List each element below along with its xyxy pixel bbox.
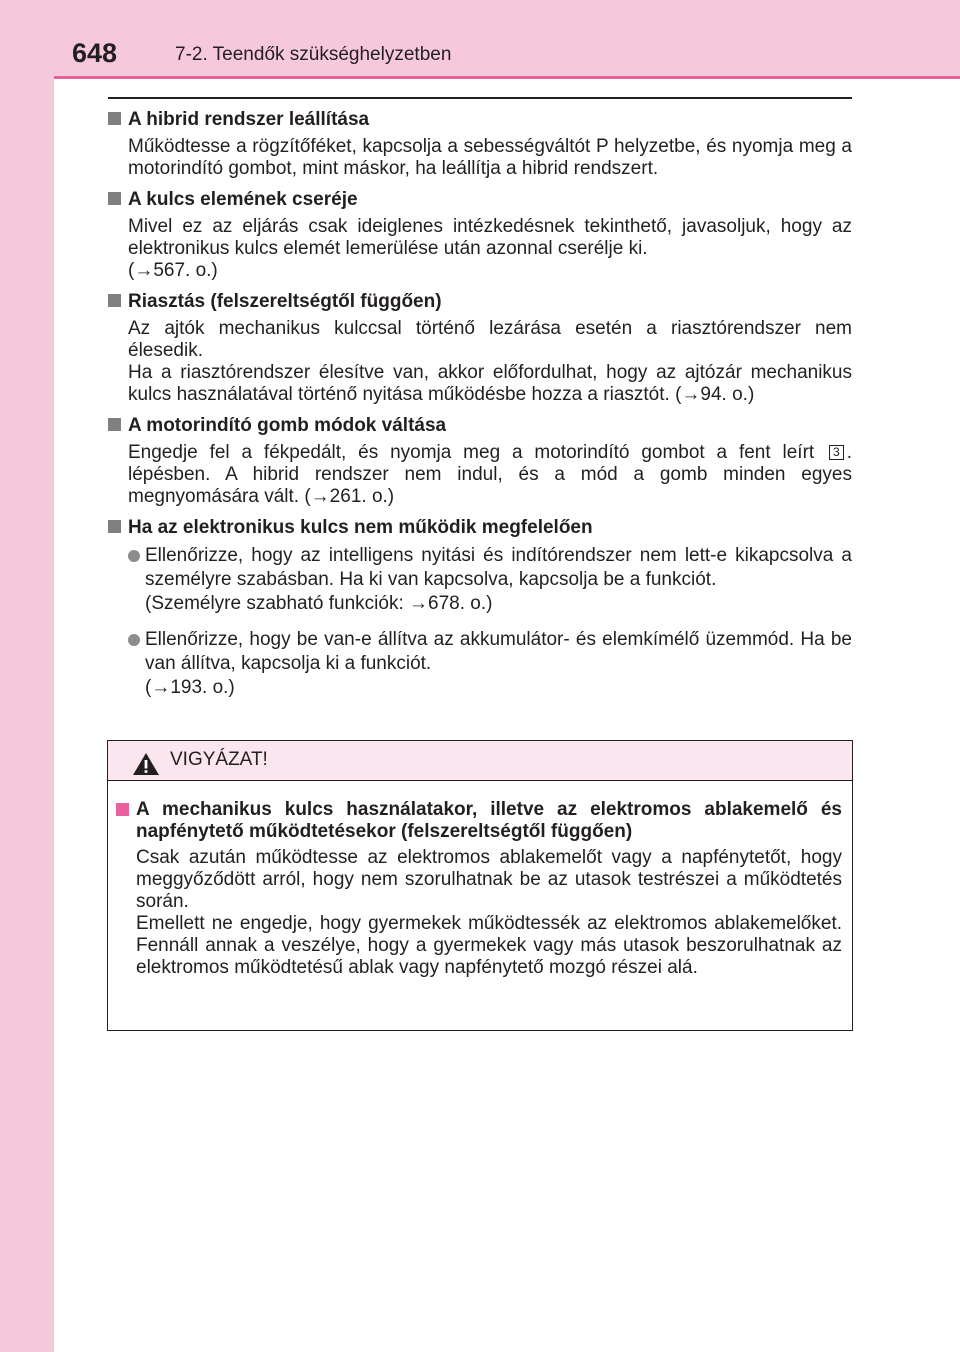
left-margin-band bbox=[0, 0, 54, 1352]
square-bullet-icon bbox=[108, 112, 121, 125]
section-body bbox=[108, 136, 852, 180]
caution-body bbox=[108, 781, 852, 979]
chapter-title: 7-2. Teendők szükséghelyzetben bbox=[175, 44, 452, 65]
paragraph: Az ajtók mechanikus kulccsal történő lezárása esetén a riasztórendszer nem élesedik. bbox=[128, 318, 852, 361]
paragraph: Ellenőrizze, hogy az intelligens nyitási és indítórendszer nem lett-e kikapcsolva a személyre szabásban. Ha ki van kapcsolva, kapcsolja be a funkciót. bbox=[145, 545, 852, 590]
page-reference: (→193. o.) bbox=[145, 677, 235, 698]
section-heading: A motorindító gomb módok váltása bbox=[108, 414, 852, 438]
square-bullet-icon bbox=[108, 294, 121, 307]
caution-label: VIGYÁZAT! bbox=[170, 749, 268, 770]
list-item bbox=[108, 544, 852, 616]
square-bullet-icon bbox=[108, 520, 121, 533]
section-heading: Riasztás (felszereltségtől függően) bbox=[108, 290, 852, 314]
paragraph: Emellett ne engedje, hogy gyermekek működtessék az elektromos ablakemelőket. Fennáll annak a veszélye, hogy a gyermekek vagy más utasok beszorulhatnak az elektromos működtetésű ablak vagy napfénytető mozgó részei alá. bbox=[136, 913, 842, 978]
caution-text bbox=[116, 847, 842, 979]
square-bullet-icon bbox=[108, 192, 121, 205]
warning-triangle-icon bbox=[132, 752, 160, 776]
square-bullet-icon bbox=[116, 803, 129, 816]
section-heading: A hibrid rendszer leállítása bbox=[108, 108, 852, 132]
caution-box bbox=[107, 740, 853, 1031]
round-bullet-icon bbox=[128, 634, 140, 646]
paragraph: Csak azután működtesse az elektromos ablakemelőt vagy a napfénytetőt, hogy meggyőződött arról, hogy nem szorulhatnak be az utasok testrészei a működtetés során. bbox=[136, 847, 842, 912]
section-divider bbox=[108, 97, 852, 99]
page-number: 648 bbox=[72, 38, 118, 68]
step-number-box: 3 bbox=[829, 445, 844, 460]
paragraph: Működtesse a rögzítőféket, kapcsolja a sebességváltót P helyzetbe, és nyomja meg a motorindító gombot, mint máskor, ha leállítja a hibrid rendszert. bbox=[128, 136, 852, 179]
caution-header bbox=[108, 741, 852, 781]
paragraph: Mivel ez az eljárás csak ideiglenes intézkedésnek tekinthető, javasoljuk, hogy az elektronikus kulcs elemét lemerülése után azonnal cserélje ki. bbox=[128, 216, 852, 259]
square-bullet-icon bbox=[108, 418, 121, 431]
paragraph: Engedje fel a fékpedált, és nyomja meg a motorindító gombot a fent leírt 3 . lépésben. A hibrid rendszer nem indul, és a mód a gomb minden egyes megnyomására vált. (→261. o.) bbox=[128, 442, 853, 507]
main-content bbox=[108, 108, 852, 712]
section-heading: Ha az elektronikus kulcs nem működik megfelelően bbox=[108, 516, 852, 540]
page-reference: (Személyre szabható funkciók: →678. o.) bbox=[145, 593, 493, 614]
section-heading: A kulcs elemének cseréje bbox=[108, 188, 852, 212]
section-body bbox=[108, 318, 852, 406]
paragraph: Ha a riasztórendszer élesítve van, akkor előfordulhat, hogy az ajtózár mechanikus kulcs használatával történő nyitása működésbe hozza a riasztót. (→94. o.) bbox=[128, 362, 852, 405]
round-bullet-icon bbox=[128, 550, 140, 562]
section-body bbox=[108, 216, 852, 282]
caution-heading: A mechanikus kulcs használatakor, illetve az elektromos ablakemelő és napfénytető működtetésekor (felszereltségtől függően) bbox=[116, 799, 842, 843]
list-item bbox=[108, 628, 852, 700]
page-reference: (→567. o.) bbox=[128, 260, 218, 281]
section-body bbox=[108, 442, 852, 508]
header-band bbox=[0, 0, 960, 76]
header-accent-line bbox=[54, 76, 960, 79]
paragraph: Ellenőrizze, hogy be van-e állítva az akkumulátor- és elemkímélő üzemmód. Ha be van állítva, kapcsolja ki a funkciót. bbox=[145, 629, 852, 674]
